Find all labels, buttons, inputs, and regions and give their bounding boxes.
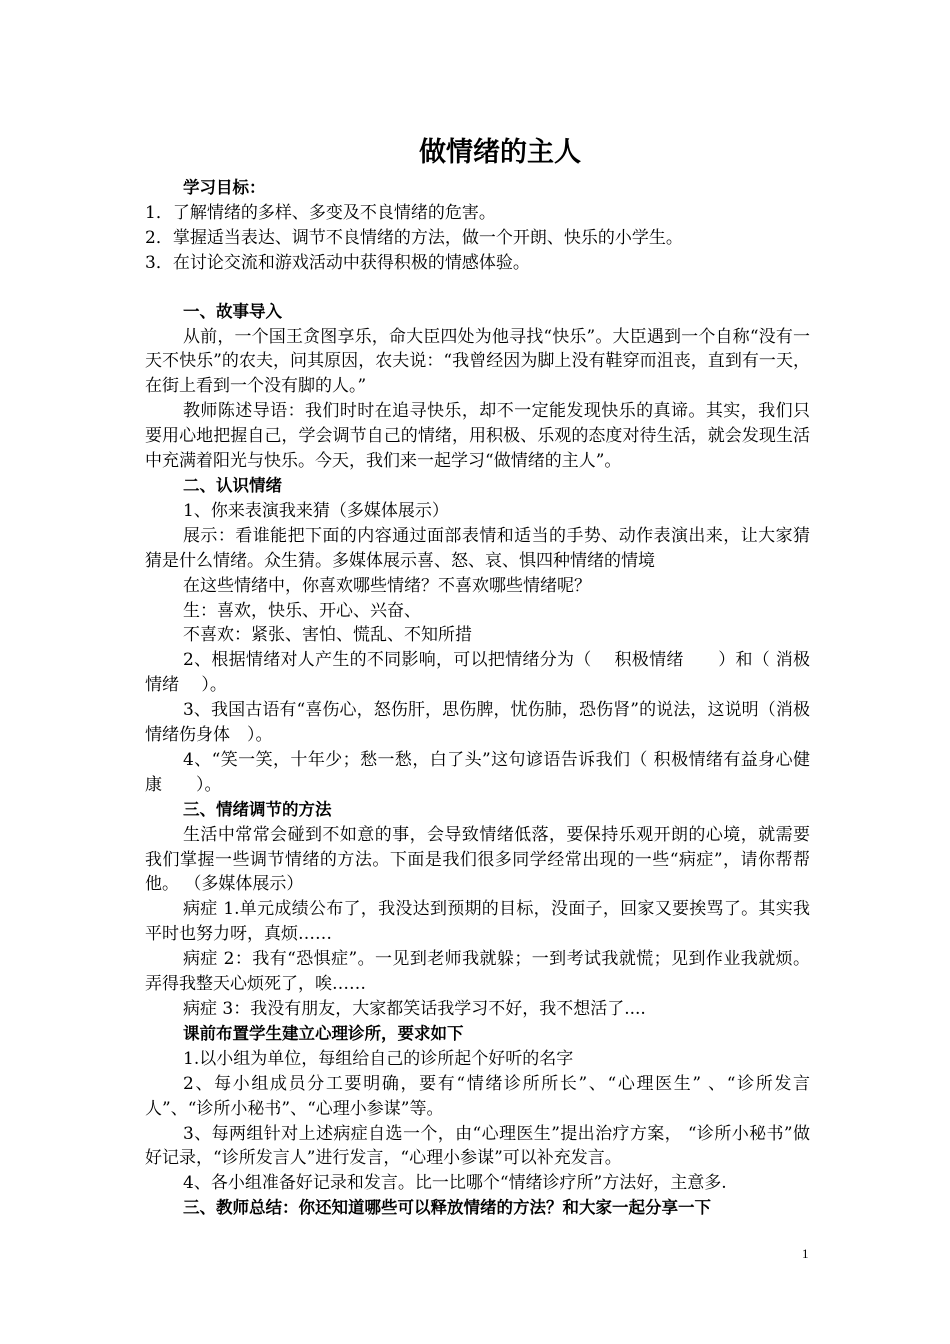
paragraph: 展示：看谁能把下面的内容通过面部表情和适当的手势、动作表演出来，让大家猜猜是什么情绪。众生猜。多媒体展示喜、怒、哀、惧四种情绪的情境 [145,525,810,571]
section-heading-story: 一、故事导入 [183,301,282,321]
paragraph: 病症 3：我没有朋友，大家都笑话我学习不好，我不想活了.... [183,999,646,1019]
subheading-clinic: 课前布置学生建立心理诊所，要求如下 [183,1023,464,1043]
paragraph: 病症 2：我有“恐惧症”。一见到老师我就躲；一到考试我就慌；见到作业我就烦。弄得我整天心烦死了，唉…… [145,949,810,995]
paragraph: 生活中常常会碰到不如意的事，会导致情绪低落，要保持乐观开朗的心境，就需要我们掌握一些调节情绪的方法。下面是我们很多同学经常出现的一些“病症”，请你帮帮他。 （多媒体展示） [145,824,810,895]
paragraph: 4、“笑一笑，十年少；愁一愁，白了头”这句谚语告诉我们（ 积极情绪有益身心健康 ）。 [145,749,810,795]
section-heading-emotions: 二、认识情绪 [183,475,282,495]
paragraph: 1、你来表演我来猜（多媒体展示） [183,500,449,521]
paragraph: 2、每小组成员分工要明确，要有“情绪诊所所长”、“心理医生” 、“诊所发言人”、“诊所小秘书”、“心理小参谋”等。 [145,1073,810,1119]
paragraph: 1.以小组为单位，每组给自己的诊所起个好听的名字 [183,1048,574,1069]
paragraph: 从前，一个国王贪图享乐，命大臣四处为他寻找“快乐”。大臣遇到一个自称“没有一天不快乐”的农夫，问其原因，农夫说：“我曾经因为脚上没有鞋穿而沮丧，直到有一天，在街上看到一个没有脚的人。” [145,326,810,397]
paragraph: 3、我国古语有“喜伤心，怒伤肝，思伤脾，忧伤肺，恐伤肾”的说法，这说明（消极情绪伤身体 ）。 [145,700,810,746]
paragraph: 病症 1.单元成绩公布了，我没达到预期的目标，没面子，回家又要挨骂了。其实我平时也努力呀，真烦…… [145,899,810,945]
paragraph: 在这些情绪中，你喜欢哪些情绪？不喜欢哪些情绪呢？ [183,575,591,596]
paragraph: 3、每两组针对上述病症自选一个，由“心理医生”提出治疗方案， “诊所小秘书”做好记录，“诊所发言人”进行发言，“心理小参谋”可以补充发言。 [145,1123,810,1169]
page-number: 1 [802,1246,809,1261]
section-heading-summary: 三、教师总结：你还知道哪些可以释放情绪的方法？和大家一起分享一下 [183,1198,711,1218]
paragraph: 教师陈述导语：我们时时在追寻快乐，却不一定能发现快乐的真谛。其实，我们只要用心地把握自己，学会调节自己的情绪，用积极、乐观的态度对待生活，就会发现生活中充满着阳光与快乐。今天，我们来一起学习“做情绪的主人”。 [145,401,810,472]
goals-heading: 学习目标： [183,178,266,197]
section-heading-methods: 三、情绪调节的方法 [183,799,332,819]
paragraph: 4、各小组准备好记录和发言。比一比哪个“情绪诊疗所”方法好，主意多. [183,1173,727,1194]
goal-item: 3．在讨论交流和游戏活动中获得积极的情感体验。 [145,252,530,273]
goal-item: 2．掌握适当表达、调节不良情绪的方法，做一个开朗、快乐的小学生。 [145,227,683,248]
document-page [145,130,810,1221]
spacer [145,276,810,300]
goal-item: 1．了解情绪的多样、多变及不良情绪的危害。 [145,202,496,223]
document-title: 做情绪的主人 [419,137,581,168]
paragraph: 不喜欢：紧张、害怕、慌乱、不知所措 [183,625,472,646]
paragraph: 生：喜欢，快乐、开心、兴奋、 [183,600,421,621]
paragraph: 2、根据情绪对人产生的不同影响，可以把情绪分为（ 积极情绪 ）和（ 消极情绪 ）。 [145,650,810,696]
